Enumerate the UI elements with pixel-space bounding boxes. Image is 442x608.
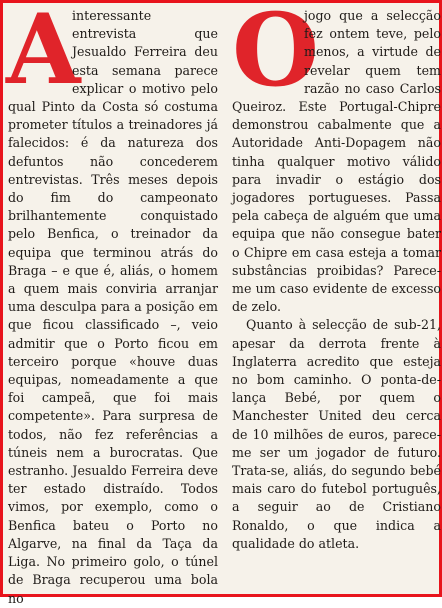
left-paragraph — [6, 0, 218, 608]
left-paragraph-text: interessante entrevista que Jesualdo Ferreira deu esta semana parece explicar o motivo pelo qual Pinto da Costa só costuma prometer títulos a treinadores já falecidos: é da natureza dos defuntos não concederem entrevistas. Três meses depois do fim do campeonato brilhantemente conquistado pelo Benfica, o treinador da equipa que terminou atrás do Braga – e que é, aliás, o homem a quem mais conviria arranjar uma desculpa para a posição em que ficou classificado –, veio admitir que o Porto ficou em terceiro porque «houve duas equipas, nomeadamente a que foi campeã, que foi mais competente». Para surpresa de todos, não fez referências a túneis nem a burocratas. Que estranho. Jesualdo Ferreira deve ter estado distraído. Todos vimos, por exemplo, como o Benfica bateu o Porto no Algarve, na final da Taça da Liga. No primeiro golo, o túnel de Braga recuperou uma bola no — [8, 8, 218, 606]
right-paragraph-2: Quanto à selecção de sub-21, apesar da derrota frente à Inglaterra acredito que esteja no bom caminho. O ponta-de-lança Bebé, por quem o Manchester United deu cerca de 10 milhões de euros, parece-me ser um jogador de futuro. Trata-se, aliás, do segundo bebé mais caro do futebol português, a seguir ao de Cristiano Ronaldo, o que indica a qualidade do atleta. — [232, 317, 441, 551]
drop-cap-o: O — [232, 0, 320, 109]
left-column — [6, 0, 218, 608]
right-paragraph-1 — [232, 0, 441, 316]
drop-cap-a: A — [6, 0, 81, 106]
right-column — [232, 0, 441, 553]
right-paragraph-1-text: jogo que a selecção fez ontem teve, pelo menos, a virtude de revelar quem tem razão no caso Carlos Queiroz. Este Portugal-Chipre demonstrou cabalmente que a Autoridade Anti-Dopagem não tinha qualquer motivo válido para invadir o estágio dos jogadores portugueses. Passa pela cabeça de alguém que uma equipa que não consegue bater o Chipre em casa esteja a tomar substâncias proibidas? Parece-me um caso evidente de excesso de zelo. — [232, 8, 441, 315]
